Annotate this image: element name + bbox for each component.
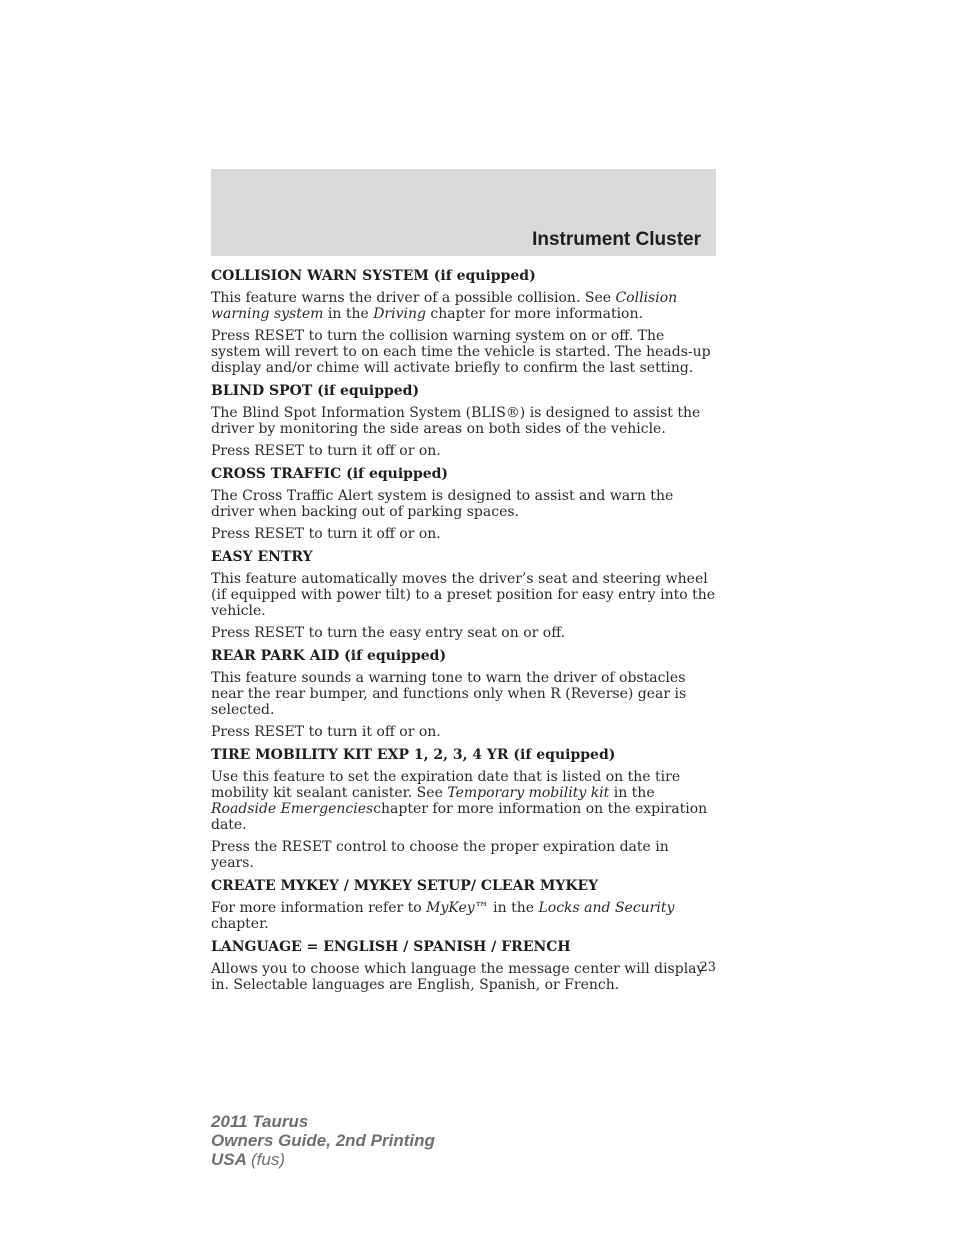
ref-temporary-mobility-kit: Temporary mobility kit (447, 785, 610, 801)
paragraph-mykey-info: For more information refer to MyKey™ in the Locks and Security chapter. (211, 900, 675, 932)
footer-model: 2011 Taurus (211, 1112, 309, 1131)
paragraph-blind-spot-info: The Blind Spot Information System (BLIS®) is designed to assist the driver by monitoring the side areas on both sides of the vehicle. (211, 405, 701, 437)
paragraph-rear-park-aid-reset: Press RESET to turn it off or on. (211, 724, 441, 740)
heading-tire-mobility-kit: TIRE MOBILITY KIT EXP 1, 2, 3, 4 YR (if equipped) (211, 747, 616, 763)
page-number: 23 (699, 960, 716, 975)
footer-region-code: (fus) (251, 1150, 285, 1169)
header-band (211, 169, 716, 256)
paragraph-cross-traffic-reset: Press RESET to turn it off or on. (211, 526, 441, 542)
paragraph-rear-park-aid-info: This feature sounds a warning tone to warn the driver of obstacles near the rear bumper, and functions only when R (Reverse) gear is selected. (211, 670, 687, 718)
heading-blind-spot: BLIND SPOT (if equipped) (211, 383, 420, 399)
ref-locks-and-security-chapter: Locks and Security (538, 900, 675, 916)
section-title: Instrument Cluster (532, 229, 701, 250)
ref-roadside-emergencies-chapter: Roadside Emergencies (211, 801, 374, 817)
paragraph-easy-entry-reset: Press RESET to turn the easy entry seat on or off. (211, 625, 566, 641)
paragraph-tire-mobility-reset: Press the RESET control to choose the proper expiration date in years. (211, 839, 669, 871)
heading-mykey: CREATE MYKEY / MYKEY SETUP/ CLEAR MYKEY (211, 878, 599, 894)
paragraph-tire-mobility-info: Use this feature to set the expiration date that is listed on the tire mobility kit sealant canister. See Temporary mobility kit in the Roadside Emergencieschapter for more information on the expiration date. (211, 769, 708, 833)
paragraph-collision-reset: Press RESET to turn the collision warning system on or off. The system will revert to on each time the vehicle is started. The heads-up display and/or chime will activate briefly to confirm the last setting. (211, 328, 711, 376)
heading-language: LANGUAGE = ENGLISH / SPANISH / FRENCH (211, 939, 571, 955)
paragraph-blind-spot-reset: Press RESET to turn it off or on. (211, 443, 441, 459)
heading-rear-park-aid: REAR PARK AID (if equipped) (211, 648, 447, 664)
paragraph-collision-info: This feature warns the driver of a possible collision. See Collision warning system in the Driving chapter for more information. (211, 290, 678, 322)
heading-easy-entry: EASY ENTRY (211, 549, 313, 565)
ref-mykey: MyKey™ (426, 900, 489, 916)
footer-region: USA (fus) (211, 1150, 285, 1169)
page-content (211, 267, 716, 999)
heading-cross-traffic: CROSS TRAFFIC (if equipped) (211, 466, 449, 482)
paragraph-easy-entry-info: This feature automatically moves the driver’s seat and steering wheel (if equipped with power tilt) to a preset position for easy entry into the vehicle. (211, 571, 716, 619)
paragraph-language-info: Allows you to choose which language the message center will display in. Selectable languages are English, Spanish, or French. (211, 961, 705, 993)
heading-collision-warn: COLLISION WARN SYSTEM (if equipped) (211, 268, 536, 284)
paragraph-cross-traffic-info: The Cross Traffic Alert system is designed to assist and warn the driver when backing out of parking spaces. (211, 488, 674, 520)
ref-driving-chapter: Driving (373, 306, 426, 322)
footer-edition (211, 1112, 435, 1169)
footer-guide: Owners Guide, 2nd Printing (211, 1131, 435, 1150)
ref-collision-warning-system: Collision warning system (211, 290, 678, 322)
